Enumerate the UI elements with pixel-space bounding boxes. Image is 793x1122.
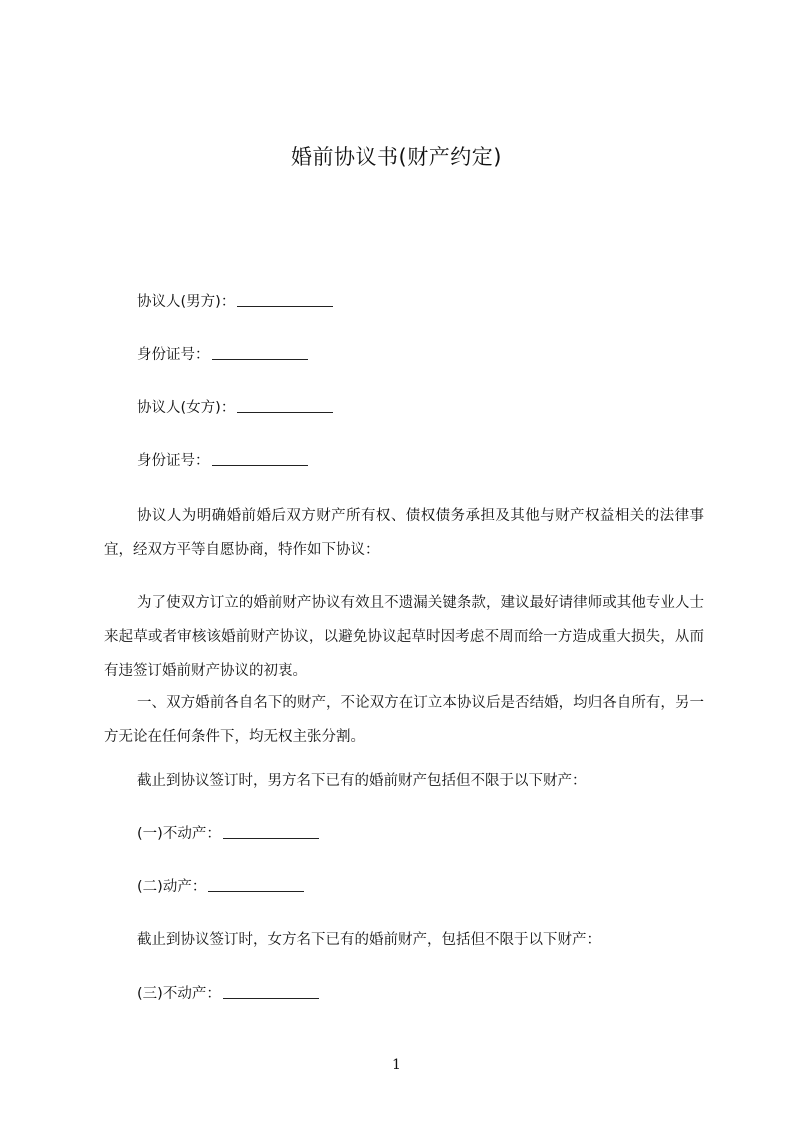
- male-assets-intro: 截止到协议签订时，男方名下已有的婚前财产包括但不限于以下财产：: [137, 773, 587, 789]
- advice-paragraph: 为了使双方订立的婚前财产协议有效且不遗漏关键条款，建议最好请律师或其他专业人士来起草或者审核该婚前财产协议，以避免协议起草时因考虑不周而给一方造成重大损失，从而有违签订婚前财产协议的初衷。: [104, 595, 704, 679]
- female-id-line: [137, 451, 308, 471]
- female-assets-intro: 截止到协议签订时，女方名下已有的婚前财产，包括但不限于以下财产：: [137, 932, 601, 948]
- item-1-blank: [223, 824, 319, 839]
- item-2-blank: [208, 877, 304, 892]
- item-1-line: [137, 824, 319, 844]
- male-party-blank: [237, 292, 333, 307]
- female-party-blank: [237, 398, 333, 413]
- female-id-blank: [212, 451, 308, 466]
- male-id-blank: [212, 345, 308, 360]
- male-party-line: [137, 292, 333, 312]
- document-title: 婚前协议书(财产约定): [291, 145, 502, 169]
- clause-1-paragraph: 一、双方婚前各自名下的财产，不论双方在订立本协议后是否结婚，均归各自所有，另一方无论在任何条件下，均无权主张分割。: [104, 695, 704, 745]
- item-1-label: (一)不动产：: [137, 826, 221, 842]
- female-id-label: 身份证号：: [137, 453, 210, 469]
- male-id-line: [137, 345, 308, 365]
- item-3-label: (三)不动产：: [137, 986, 221, 1002]
- item-3-blank: [223, 984, 319, 999]
- male-party-label: 协议人(男方)：: [137, 294, 236, 310]
- intro-paragraph: 协议人为明确婚前婚后双方财产所有权、债权债务承担及其他与财产权益相关的法律事宜，经双方平等自愿协商，特作如下协议：: [104, 508, 704, 558]
- male-id-label: 身份证号：: [137, 347, 210, 363]
- item-2-line: [137, 877, 304, 897]
- female-party-label: 协议人(女方)：: [137, 400, 236, 416]
- page-number: 1: [392, 1057, 401, 1073]
- item-3-line: [137, 984, 319, 1004]
- item-2-label: (二)动产：: [137, 879, 207, 895]
- female-party-line: [137, 398, 333, 418]
